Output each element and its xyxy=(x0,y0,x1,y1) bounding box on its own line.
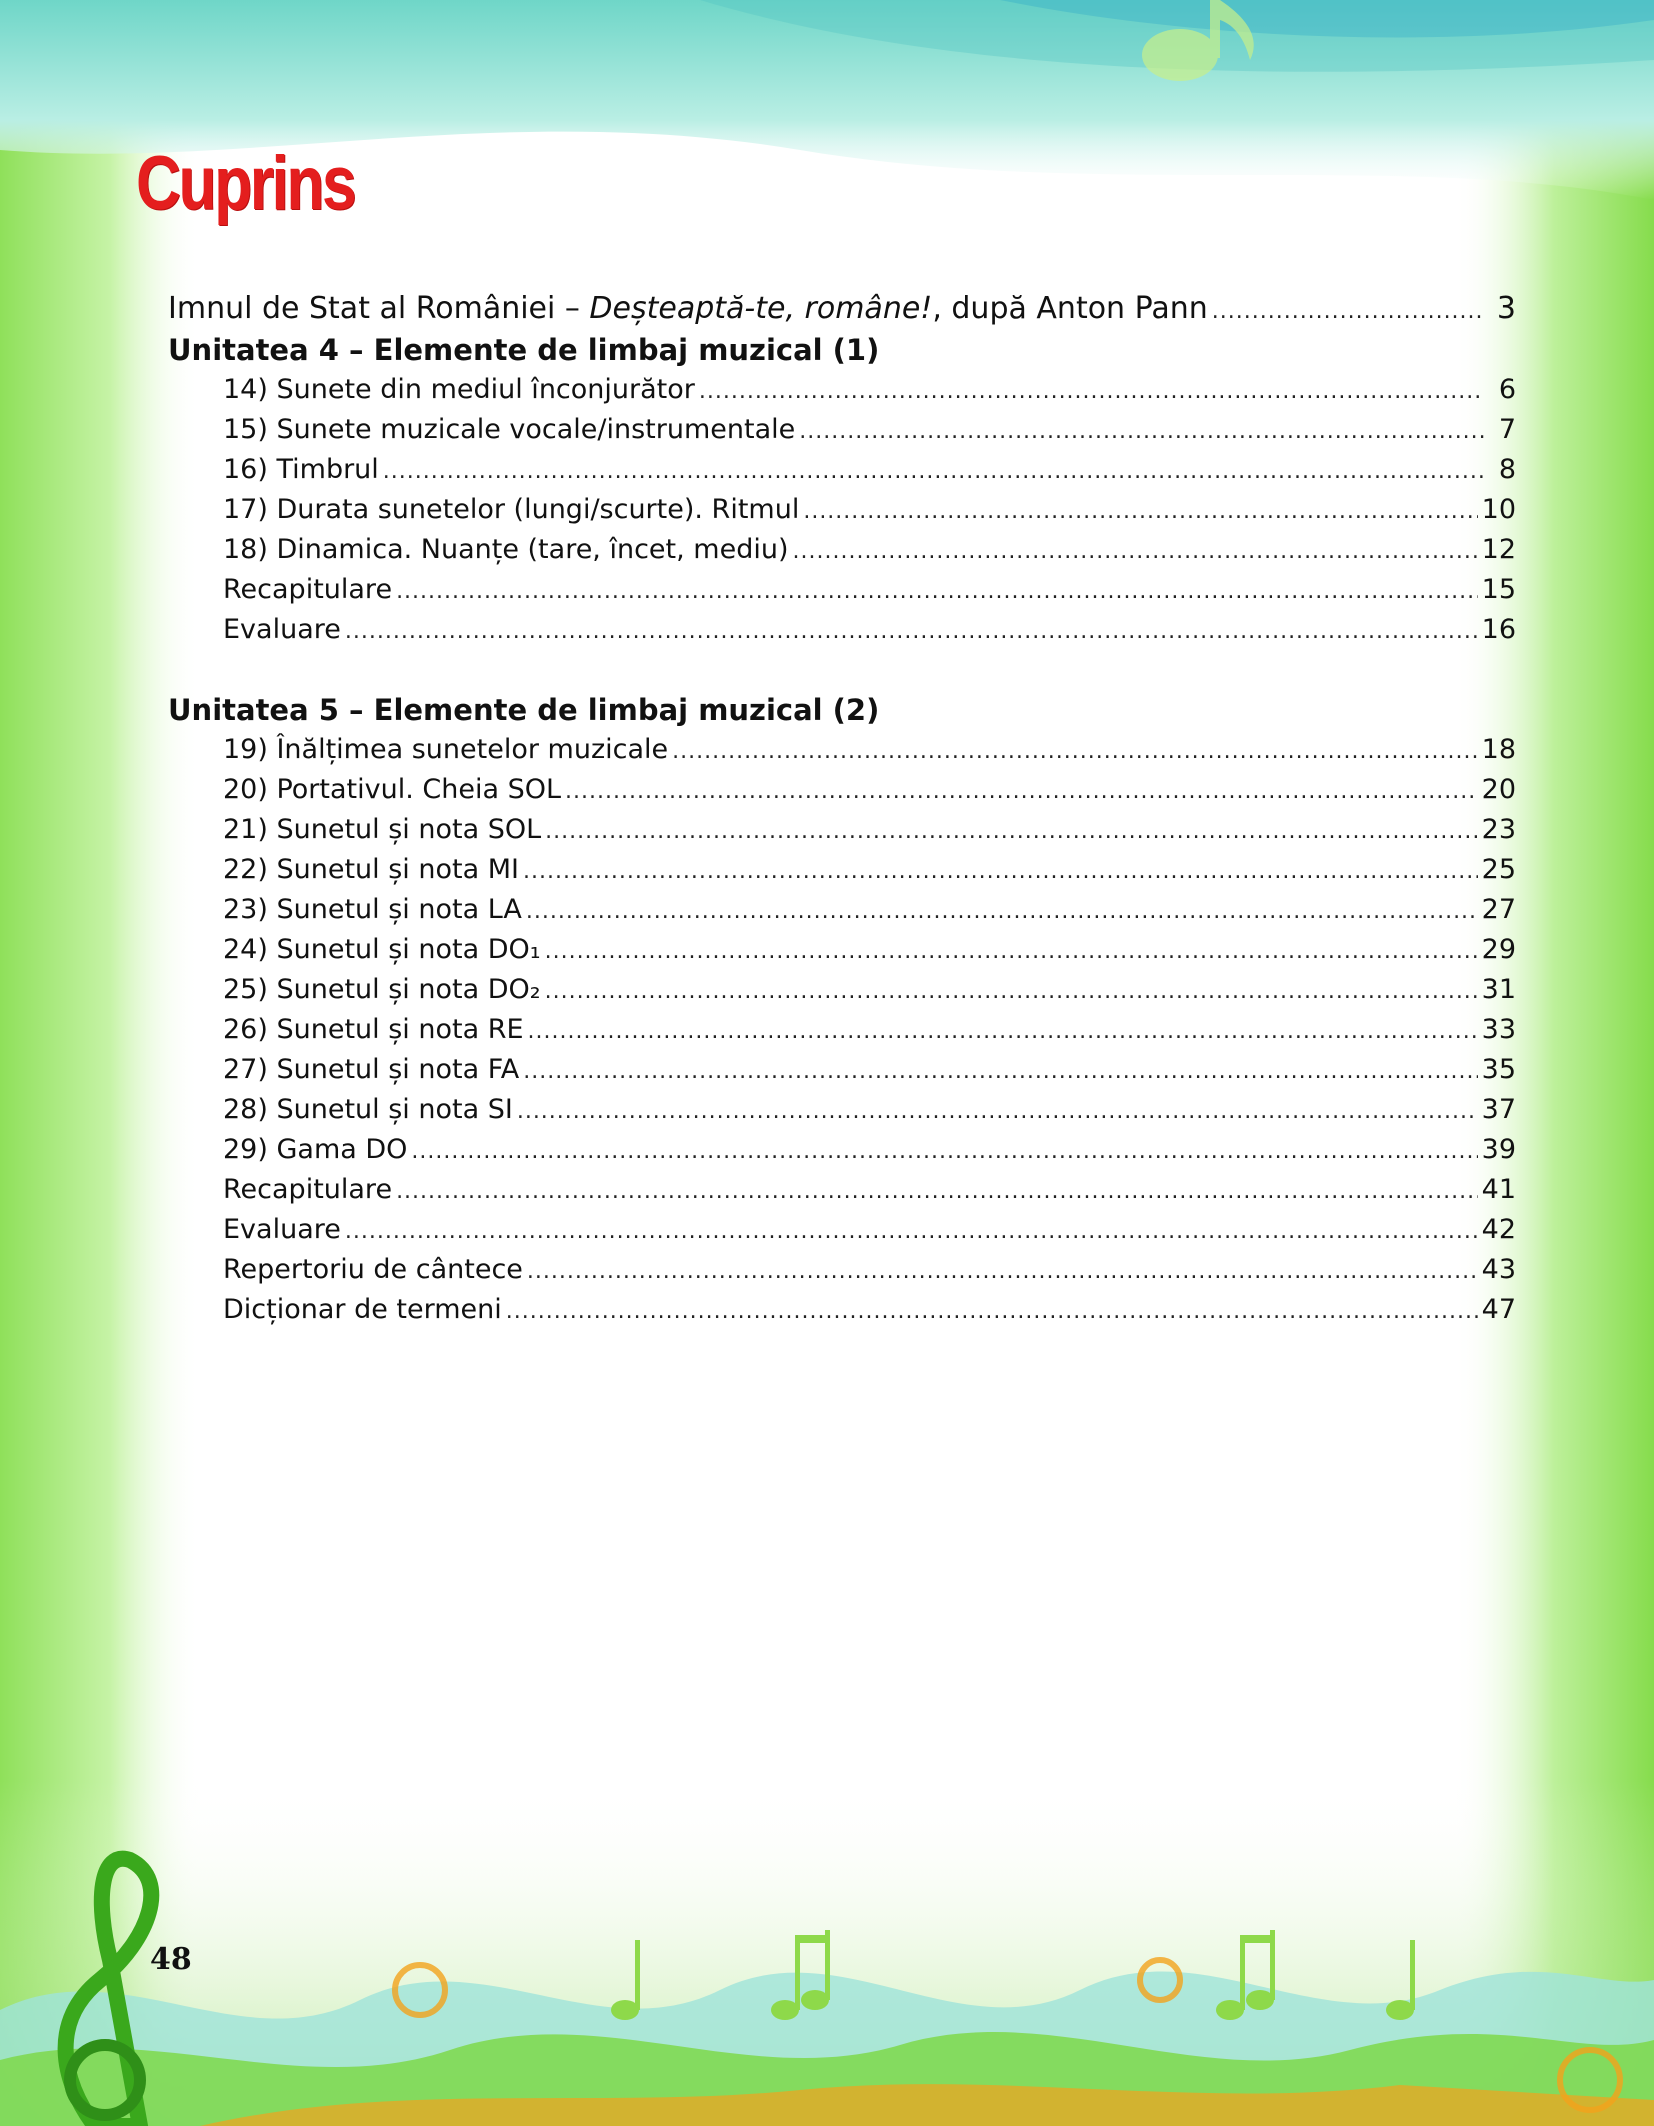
page-ref: 33 xyxy=(1481,1014,1516,1045)
page-ref: 8 xyxy=(1498,454,1516,485)
page-ref: 41 xyxy=(1481,1174,1516,1205)
toc-entry[interactable]: 26) Sunetul și nota RE ..... 33 xyxy=(168,1010,1516,1050)
leader-dots xyxy=(799,412,1484,452)
leader-dots xyxy=(528,1012,1478,1052)
leader-dots xyxy=(545,972,1478,1012)
leader-dots xyxy=(545,812,1477,852)
leader-dots xyxy=(396,1172,1478,1212)
page-ref: 7 xyxy=(1498,414,1516,445)
page-ref: 43 xyxy=(1481,1254,1516,1285)
toc-entry-anthem[interactable]: Imnul de Stat al României – Deșteaptă-te, române!, după Anton Pann ..... 3 xyxy=(168,288,1516,330)
leader-dots xyxy=(527,1252,1478,1292)
toc-entry[interactable]: 27) Sunetul și nota FA ..... 35 xyxy=(168,1050,1516,1090)
page-ref: 20 xyxy=(1481,774,1516,805)
leader-dots xyxy=(345,612,1478,652)
leader-dots xyxy=(411,1132,1477,1172)
leader-dots xyxy=(345,1212,1478,1252)
page-ref: 18 xyxy=(1481,734,1516,765)
leader-dots xyxy=(672,732,1478,772)
toc-entry[interactable]: 18) Dinamica. Nuanțe (tare, încet, mediu) ..... 12 xyxy=(168,530,1516,570)
page-ref: 35 xyxy=(1481,1054,1516,1085)
toc-entry[interactable]: 22) Sunetul și nota MI ..... 25 xyxy=(168,850,1516,890)
leader-dots xyxy=(506,1292,1478,1332)
page-ref: 10 xyxy=(1481,494,1516,525)
toc-entry[interactable]: 24) Sunetul și nota DO₁ ..... 29 xyxy=(168,930,1516,970)
toc-entry[interactable]: 29) Gama DO ..... 39 xyxy=(168,1130,1516,1170)
leader-dots xyxy=(793,532,1478,572)
leader-dots xyxy=(803,492,1477,532)
page-ref: 23 xyxy=(1481,814,1516,845)
leader-dots xyxy=(1212,291,1484,333)
toc-entry[interactable]: 23) Sunetul și nota LA ..... 27 xyxy=(168,890,1516,930)
leader-dots xyxy=(699,372,1484,412)
toc-entry[interactable]: 28) Sunetul și nota SI ..... 37 xyxy=(168,1090,1516,1130)
toc-entry[interactable]: Repertoriu de cântece ..... 43 xyxy=(168,1250,1516,1290)
unit-heading: Unitatea 4 – Elemente de limbaj muzical (1) xyxy=(168,333,880,367)
page-ref: 31 xyxy=(1481,974,1516,1005)
toc-entry[interactable]: 14) Sunete din mediul înconjurător ..... 6 xyxy=(168,370,1516,410)
leader-dots xyxy=(523,852,1478,892)
toc-entry[interactable]: 20) Portativul. Cheia SOL ..... 20 xyxy=(168,770,1516,810)
page-number: 48 xyxy=(150,1942,192,1977)
leader-dots xyxy=(383,452,1484,492)
toc-entry[interactable]: Recapitulare ..... 41 xyxy=(168,1170,1516,1210)
unit-heading: Unitatea 5 – Elemente de limbaj muzical (2) xyxy=(168,693,880,727)
leader-dots xyxy=(565,772,1478,812)
page-ref: 12 xyxy=(1481,534,1516,565)
page-ref: 37 xyxy=(1481,1094,1516,1125)
toc-entry[interactable]: 15) Sunete muzicale vocale/instrumentale ..... 7 xyxy=(168,410,1516,450)
unit-5-list xyxy=(168,730,1516,1330)
page-title: Cuprins xyxy=(136,141,355,226)
page-ref: 29 xyxy=(1481,934,1516,965)
page-ref: 3 xyxy=(1496,291,1516,326)
toc-entry[interactable]: 17) Durata sunetelor (lungi/scurte). Ritmul ..... 10 xyxy=(168,490,1516,530)
toc-entry[interactable]: 21) Sunetul și nota SOL ..... 23 xyxy=(168,810,1516,850)
table-of-contents xyxy=(168,288,1516,1330)
leader-dots xyxy=(545,932,1478,972)
leader-dots xyxy=(523,1052,1477,1092)
toc-entry[interactable]: 16) Timbrul ..... 8 xyxy=(168,450,1516,490)
toc-entry[interactable]: Recapitulare ..... 15 xyxy=(168,570,1516,610)
leader-dots xyxy=(517,1092,1478,1132)
toc-entry[interactable]: 25) Sunetul și nota DO₂ ..... 31 xyxy=(168,970,1516,1010)
toc-entry[interactable]: Evaluare ..... 42 xyxy=(168,1210,1516,1250)
page-ref: 39 xyxy=(1481,1134,1516,1165)
page-ref: 25 xyxy=(1481,854,1516,885)
page-ref: 15 xyxy=(1481,574,1516,605)
toc-entry[interactable]: Evaluare ..... 16 xyxy=(168,610,1516,650)
page-ref: 6 xyxy=(1498,374,1516,405)
unit-4-list xyxy=(168,370,1516,650)
page-ref: 16 xyxy=(1481,614,1516,645)
page-ref: 27 xyxy=(1481,894,1516,925)
toc-entry[interactable]: 19) Înălțimea sunetelor muzicale ..... 18 xyxy=(168,730,1516,770)
leader-dots xyxy=(526,892,1478,932)
page-ref: 42 xyxy=(1481,1214,1516,1245)
leader-dots xyxy=(396,572,1478,612)
page-ref: 47 xyxy=(1481,1294,1516,1325)
toc-entry[interactable]: Dicționar de termeni ..... 47 xyxy=(168,1290,1516,1330)
